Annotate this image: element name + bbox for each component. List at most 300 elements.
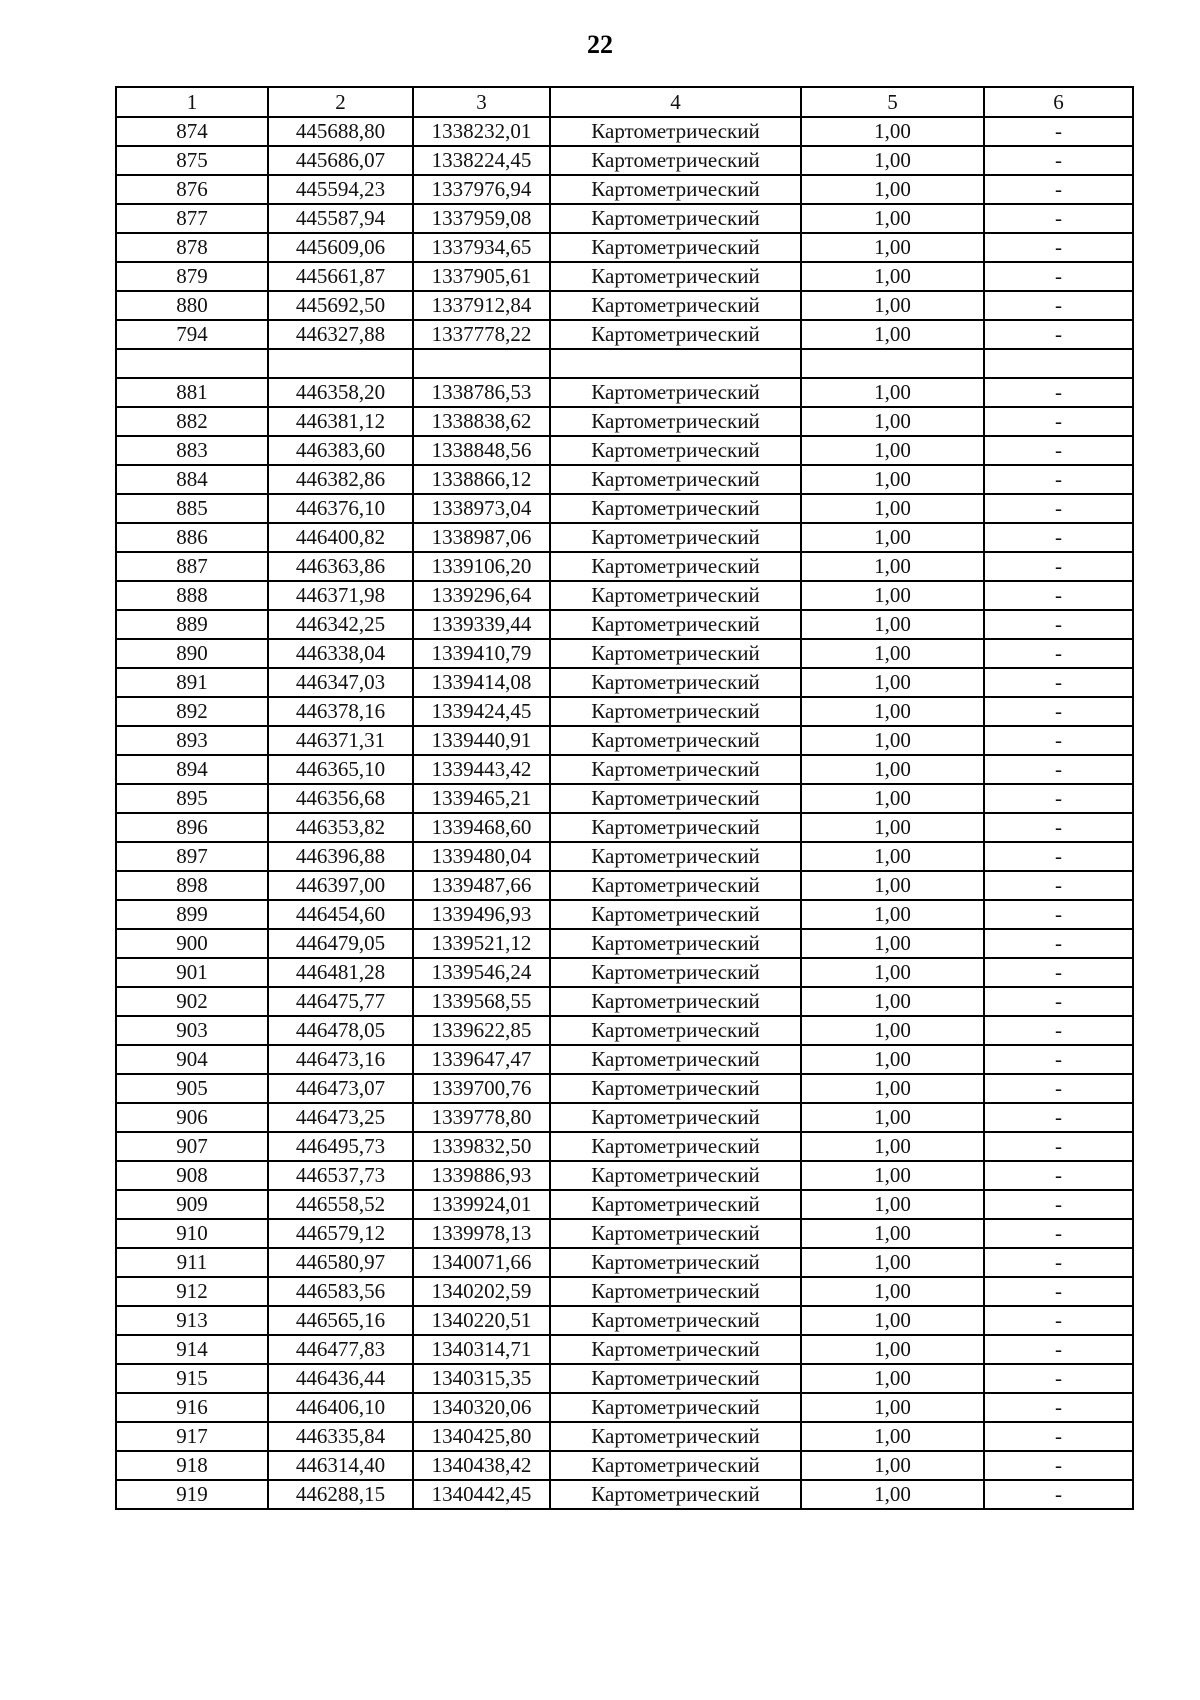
table-cell: -	[984, 465, 1133, 494]
table-cell: 1,00	[801, 1190, 984, 1219]
table-row	[116, 1393, 1133, 1422]
table-cell: 1339339,44	[413, 610, 550, 639]
table-cell: Картометрический	[550, 581, 801, 610]
table-cell: 1,00	[801, 1132, 984, 1161]
table-cell: 1339465,21	[413, 784, 550, 813]
table-cell: 1339424,45	[413, 697, 550, 726]
table-cell: 1,00	[801, 900, 984, 929]
table-cell: 1339480,04	[413, 842, 550, 871]
table-cell: 1,00	[801, 1074, 984, 1103]
table-row	[116, 1219, 1133, 1248]
table-cell: -	[984, 1422, 1133, 1451]
table-cell: -	[984, 1045, 1133, 1074]
table-cell: 918	[116, 1451, 268, 1480]
table-row	[116, 987, 1133, 1016]
table-cell: 446342,25	[268, 610, 413, 639]
table-cell: 1339410,79	[413, 639, 550, 668]
table-cell: Картометрический	[550, 494, 801, 523]
table-cell: 1339296,64	[413, 581, 550, 610]
table-row	[116, 378, 1133, 407]
table-cell: 895	[116, 784, 268, 813]
table-cell: 1,00	[801, 1393, 984, 1422]
table-cell: 893	[116, 726, 268, 755]
table-cell: -	[984, 552, 1133, 581]
table-cell: 1337934,65	[413, 233, 550, 262]
table-cell: 446478,05	[268, 1016, 413, 1045]
table-cell: -	[984, 494, 1133, 523]
table-cell: -	[984, 1132, 1133, 1161]
table-cell: 1337778,22	[413, 320, 550, 349]
table-cell: 888	[116, 581, 268, 610]
table-cell: 878	[116, 233, 268, 262]
table-cell: 446371,98	[268, 581, 413, 610]
table-row	[116, 436, 1133, 465]
table-cell: 1,00	[801, 871, 984, 900]
table-cell: 446406,10	[268, 1393, 413, 1422]
table-row	[116, 1161, 1133, 1190]
table-cell: 1338224,45	[413, 146, 550, 175]
table-row	[116, 610, 1133, 639]
table-cell: -	[984, 1451, 1133, 1480]
table-row	[116, 813, 1133, 842]
table-cell: Картометрический	[550, 1132, 801, 1161]
column-header: 5	[801, 87, 984, 117]
table-cell: Картометрический	[550, 900, 801, 929]
table-cell: 874	[116, 117, 268, 146]
table-cell: 890	[116, 639, 268, 668]
table-cell: 1340202,59	[413, 1277, 550, 1306]
table-cell: Картометрический	[550, 262, 801, 291]
table-cell: -	[984, 1103, 1133, 1132]
table-cell: 1,00	[801, 581, 984, 610]
table-cell: 446454,60	[268, 900, 413, 929]
table-cell: Картометрический	[550, 233, 801, 262]
table-cell: -	[984, 987, 1133, 1016]
table-cell: 1339106,20	[413, 552, 550, 581]
table-row	[116, 407, 1133, 436]
table-cell: 1,00	[801, 204, 984, 233]
table-cell: 446356,68	[268, 784, 413, 813]
table-cell: 446378,16	[268, 697, 413, 726]
table-cell: 1,00	[801, 494, 984, 523]
table-cell: Картометрический	[550, 465, 801, 494]
table-cell: Картометрический	[550, 146, 801, 175]
table-cell: Картометрический	[550, 175, 801, 204]
table-cell: 1339647,47	[413, 1045, 550, 1074]
table-cell: 1339440,91	[413, 726, 550, 755]
table-cell: 446338,04	[268, 639, 413, 668]
table-cell: -	[984, 1016, 1133, 1045]
table-cell: 1339443,42	[413, 755, 550, 784]
table-cell: 906	[116, 1103, 268, 1132]
table-cell: 882	[116, 407, 268, 436]
table-cell: 894	[116, 755, 268, 784]
table-cell: 1,00	[801, 1045, 984, 1074]
table-cell: Картометрический	[550, 407, 801, 436]
table-cell: 1338786,53	[413, 378, 550, 407]
table-cell: Картометрический	[550, 784, 801, 813]
table-row	[116, 1132, 1133, 1161]
table-cell: Картометрический	[550, 1306, 801, 1335]
table-cell: 446327,88	[268, 320, 413, 349]
table-cell: 1,00	[801, 465, 984, 494]
table-cell: Картометрический	[550, 1277, 801, 1306]
table-cell: 913	[116, 1306, 268, 1335]
table-cell: 1339886,93	[413, 1161, 550, 1190]
table-cell: 1339496,93	[413, 900, 550, 929]
table-cell: -	[984, 262, 1133, 291]
table-cell: Картометрический	[550, 1103, 801, 1132]
table-cell: -	[984, 610, 1133, 639]
table-cell: Картометрический	[550, 1016, 801, 1045]
table-cell: 915	[116, 1364, 268, 1393]
table-cell: 1,00	[801, 929, 984, 958]
table-cell: 875	[116, 146, 268, 175]
table-cell: 911	[116, 1248, 268, 1277]
table-cell: Картометрический	[550, 1422, 801, 1451]
table-cell: Картометрический	[550, 117, 801, 146]
table-row	[116, 726, 1133, 755]
table-cell: 1,00	[801, 407, 984, 436]
table-cell: Картометрический	[550, 523, 801, 552]
table-cell: 1,00	[801, 668, 984, 697]
table-cell: 445594,23	[268, 175, 413, 204]
table-cell: 446358,20	[268, 378, 413, 407]
table-row	[116, 1277, 1133, 1306]
table-cell: 446495,73	[268, 1132, 413, 1161]
table-cell: 885	[116, 494, 268, 523]
table-cell: 1339568,55	[413, 987, 550, 1016]
table-cell: 446473,07	[268, 1074, 413, 1103]
table-cell: 1339924,01	[413, 1190, 550, 1219]
page-number: 22	[587, 30, 613, 59]
table-cell: Картометрический	[550, 697, 801, 726]
table-cell: 1,00	[801, 1480, 984, 1509]
table-cell: 900	[116, 929, 268, 958]
table-cell: 446400,82	[268, 523, 413, 552]
table-cell: 889	[116, 610, 268, 639]
table-cell: 446397,00	[268, 871, 413, 900]
table-cell: 446436,44	[268, 1364, 413, 1393]
table-body	[116, 87, 1133, 1509]
table-cell: -	[984, 871, 1133, 900]
table-cell: 1,00	[801, 1306, 984, 1335]
table-cell: 1,00	[801, 146, 984, 175]
table-cell: 445661,87	[268, 262, 413, 291]
table-cell: 446363,86	[268, 552, 413, 581]
table-row	[116, 233, 1133, 262]
table-cell: -	[984, 175, 1133, 204]
table-cell: 1337912,84	[413, 291, 550, 320]
table-cell: 1339778,80	[413, 1103, 550, 1132]
table-cell: 916	[116, 1393, 268, 1422]
table-cell: 883	[116, 436, 268, 465]
table-cell: 914	[116, 1335, 268, 1364]
table-cell: Картометрический	[550, 668, 801, 697]
table-cell: Картометрический	[550, 842, 801, 871]
table-cell: 1,00	[801, 784, 984, 813]
table-cell: -	[984, 233, 1133, 262]
table-cell: 446376,10	[268, 494, 413, 523]
table-cell: 446537,73	[268, 1161, 413, 1190]
table-cell: 1,00	[801, 1016, 984, 1045]
table-row	[116, 465, 1133, 494]
table-cell: 1,00	[801, 117, 984, 146]
table-cell: -	[984, 929, 1133, 958]
table-cell: 446580,97	[268, 1248, 413, 1277]
table-cell: -	[984, 958, 1133, 987]
table-cell: Картометрический	[550, 871, 801, 900]
table-cell: -	[984, 1335, 1133, 1364]
table-cell: -	[984, 1248, 1133, 1277]
table-cell: 446381,12	[268, 407, 413, 436]
table-cell: 1339700,76	[413, 1074, 550, 1103]
table-cell: 1340315,35	[413, 1364, 550, 1393]
table-cell: Картометрический	[550, 1190, 801, 1219]
table-row	[116, 1451, 1133, 1480]
table-cell: -	[984, 1219, 1133, 1248]
table-cell: 445587,94	[268, 204, 413, 233]
column-header: 6	[984, 87, 1133, 117]
table-cell: Картометрический	[550, 378, 801, 407]
table-cell: 1,00	[801, 958, 984, 987]
table-cell: 881	[116, 378, 268, 407]
table-cell: 446477,83	[268, 1335, 413, 1364]
table-cell: 897	[116, 842, 268, 871]
table-cell: Картометрический	[550, 291, 801, 320]
table-row	[116, 1335, 1133, 1364]
table-row	[116, 1422, 1133, 1451]
table-row	[116, 842, 1133, 871]
table-cell: -	[984, 291, 1133, 320]
table-cell: 891	[116, 668, 268, 697]
table-cell: 446314,40	[268, 1451, 413, 1480]
table-cell: Картометрический	[550, 1480, 801, 1509]
table-cell: -	[984, 1393, 1133, 1422]
table-cell: 1,00	[801, 842, 984, 871]
table-cell: 446481,28	[268, 958, 413, 987]
table-cell: Картометрический	[550, 552, 801, 581]
table-cell: 445688,80	[268, 117, 413, 146]
table-cell: 446383,60	[268, 436, 413, 465]
table-cell: -	[984, 813, 1133, 842]
table-cell: 1338987,06	[413, 523, 550, 552]
table-cell: 446353,82	[268, 813, 413, 842]
table-row	[116, 262, 1133, 291]
table-cell: 1337976,94	[413, 175, 550, 204]
column-header: 1	[116, 87, 268, 117]
table-cell: 907	[116, 1132, 268, 1161]
table-cell: -	[984, 581, 1133, 610]
table-row	[116, 958, 1133, 987]
table-cell: 1,00	[801, 291, 984, 320]
table-cell: Картометрический	[550, 1335, 801, 1364]
table-cell	[550, 349, 801, 378]
table-cell: 1,00	[801, 813, 984, 842]
table-cell: -	[984, 204, 1133, 233]
table-cell: 1,00	[801, 175, 984, 204]
table-cell: 1337959,08	[413, 204, 550, 233]
table-cell: 1338838,62	[413, 407, 550, 436]
table-cell: 887	[116, 552, 268, 581]
table-cell: Картометрический	[550, 1219, 801, 1248]
table-cell: 910	[116, 1219, 268, 1248]
table-row	[116, 581, 1133, 610]
table-cell: 1338232,01	[413, 117, 550, 146]
table-cell: 876	[116, 175, 268, 204]
table-cell: 1,00	[801, 726, 984, 755]
table-cell: 1,00	[801, 1364, 984, 1393]
table-cell: 446475,77	[268, 987, 413, 1016]
table-row	[116, 929, 1133, 958]
table-row	[116, 1248, 1133, 1277]
table-cell: 896	[116, 813, 268, 842]
table-row	[116, 349, 1133, 378]
table-cell: 1338973,04	[413, 494, 550, 523]
table-cell: -	[984, 1364, 1133, 1393]
table-cell: -	[984, 639, 1133, 668]
table-header-row	[116, 87, 1133, 117]
table-cell: 1,00	[801, 262, 984, 291]
table-cell: -	[984, 146, 1133, 175]
table-cell: 794	[116, 320, 268, 349]
table-cell: 1340442,45	[413, 1480, 550, 1509]
table-cell: 1,00	[801, 639, 984, 668]
table-row	[116, 320, 1133, 349]
table-cell: 446473,25	[268, 1103, 413, 1132]
table-cell: 1339521,12	[413, 929, 550, 958]
table-cell: 1340314,71	[413, 1335, 550, 1364]
table-cell: 909	[116, 1190, 268, 1219]
table-cell: 1339468,60	[413, 813, 550, 842]
table-cell: 1339832,50	[413, 1132, 550, 1161]
table-cell: Картометрический	[550, 1045, 801, 1074]
table-cell: 1340425,80	[413, 1422, 550, 1451]
table-cell: 901	[116, 958, 268, 987]
table-cell: 1339622,85	[413, 1016, 550, 1045]
table-row	[116, 291, 1133, 320]
table-row	[116, 1016, 1133, 1045]
table-cell: 1,00	[801, 1248, 984, 1277]
table-cell	[116, 349, 268, 378]
table-cell: 1338866,12	[413, 465, 550, 494]
table-cell: 1,00	[801, 378, 984, 407]
table-row	[116, 1103, 1133, 1132]
table-cell: -	[984, 1161, 1133, 1190]
table-cell: -	[984, 697, 1133, 726]
table-cell: -	[984, 523, 1133, 552]
table-cell: 904	[116, 1045, 268, 1074]
table-row	[116, 1190, 1133, 1219]
table-cell: -	[984, 900, 1133, 929]
table-cell	[268, 349, 413, 378]
table-cell: 892	[116, 697, 268, 726]
table-cell: 1,00	[801, 1277, 984, 1306]
table-cell: 919	[116, 1480, 268, 1509]
table-cell: -	[984, 320, 1133, 349]
table-cell: 1,00	[801, 1219, 984, 1248]
table-row	[116, 523, 1133, 552]
table-cell: 1,00	[801, 523, 984, 552]
table-cell: 446382,86	[268, 465, 413, 494]
table-cell: Картометрический	[550, 1364, 801, 1393]
table-row	[116, 1364, 1133, 1393]
table-cell: Картометрический	[550, 987, 801, 1016]
table-row	[116, 639, 1133, 668]
table-cell: -	[984, 668, 1133, 697]
table-cell: 445609,06	[268, 233, 413, 262]
table-cell: Картометрический	[550, 1393, 801, 1422]
table-row	[116, 175, 1133, 204]
table-cell: 1340071,66	[413, 1248, 550, 1277]
table-row	[116, 117, 1133, 146]
table-cell: -	[984, 436, 1133, 465]
table-cell: 1340320,06	[413, 1393, 550, 1422]
table-cell: 1,00	[801, 987, 984, 1016]
table-cell: -	[984, 407, 1133, 436]
table-cell: Картометрический	[550, 1248, 801, 1277]
table-cell: 1,00	[801, 1451, 984, 1480]
table-cell: 1,00	[801, 1161, 984, 1190]
table-cell: 884	[116, 465, 268, 494]
table-cell: 1337905,61	[413, 262, 550, 291]
table-cell: Картометрический	[550, 1451, 801, 1480]
table-cell: 446565,16	[268, 1306, 413, 1335]
table-cell: 1339414,08	[413, 668, 550, 697]
table-cell: 1,00	[801, 233, 984, 262]
table-cell: 1,00	[801, 610, 984, 639]
table-row	[116, 146, 1133, 175]
table-cell: Картометрический	[550, 204, 801, 233]
table-cell	[413, 349, 550, 378]
table-cell: 912	[116, 1277, 268, 1306]
table-cell: 1339978,13	[413, 1219, 550, 1248]
table-cell: 908	[116, 1161, 268, 1190]
table-cell: Картометрический	[550, 320, 801, 349]
table-cell: 446347,03	[268, 668, 413, 697]
table-cell: 1,00	[801, 320, 984, 349]
table-cell: 446479,05	[268, 929, 413, 958]
table-row	[116, 871, 1133, 900]
table-cell: -	[984, 1074, 1133, 1103]
table-cell: 902	[116, 987, 268, 1016]
table-cell: Картометрический	[550, 639, 801, 668]
table-cell: 877	[116, 204, 268, 233]
table-cell: 446396,88	[268, 842, 413, 871]
table-row	[116, 1074, 1133, 1103]
table-cell: 1338848,56	[413, 436, 550, 465]
table-cell: 446365,10	[268, 755, 413, 784]
table-cell: 1,00	[801, 552, 984, 581]
table-cell: 1340220,51	[413, 1306, 550, 1335]
table-cell: 1,00	[801, 755, 984, 784]
table-cell: Картометрический	[550, 755, 801, 784]
table-cell: -	[984, 755, 1133, 784]
table-cell: Картометрический	[550, 1161, 801, 1190]
table-cell: 446558,52	[268, 1190, 413, 1219]
table-cell: 903	[116, 1016, 268, 1045]
table-cell: -	[984, 1277, 1133, 1306]
table-row	[116, 668, 1133, 697]
table-cell: 879	[116, 262, 268, 291]
table-row	[116, 1306, 1133, 1335]
table-cell: 1339546,24	[413, 958, 550, 987]
table-cell: -	[984, 842, 1133, 871]
table-cell: -	[984, 726, 1133, 755]
table-cell: 1,00	[801, 1335, 984, 1364]
table-cell: 446473,16	[268, 1045, 413, 1074]
table-cell: -	[984, 378, 1133, 407]
